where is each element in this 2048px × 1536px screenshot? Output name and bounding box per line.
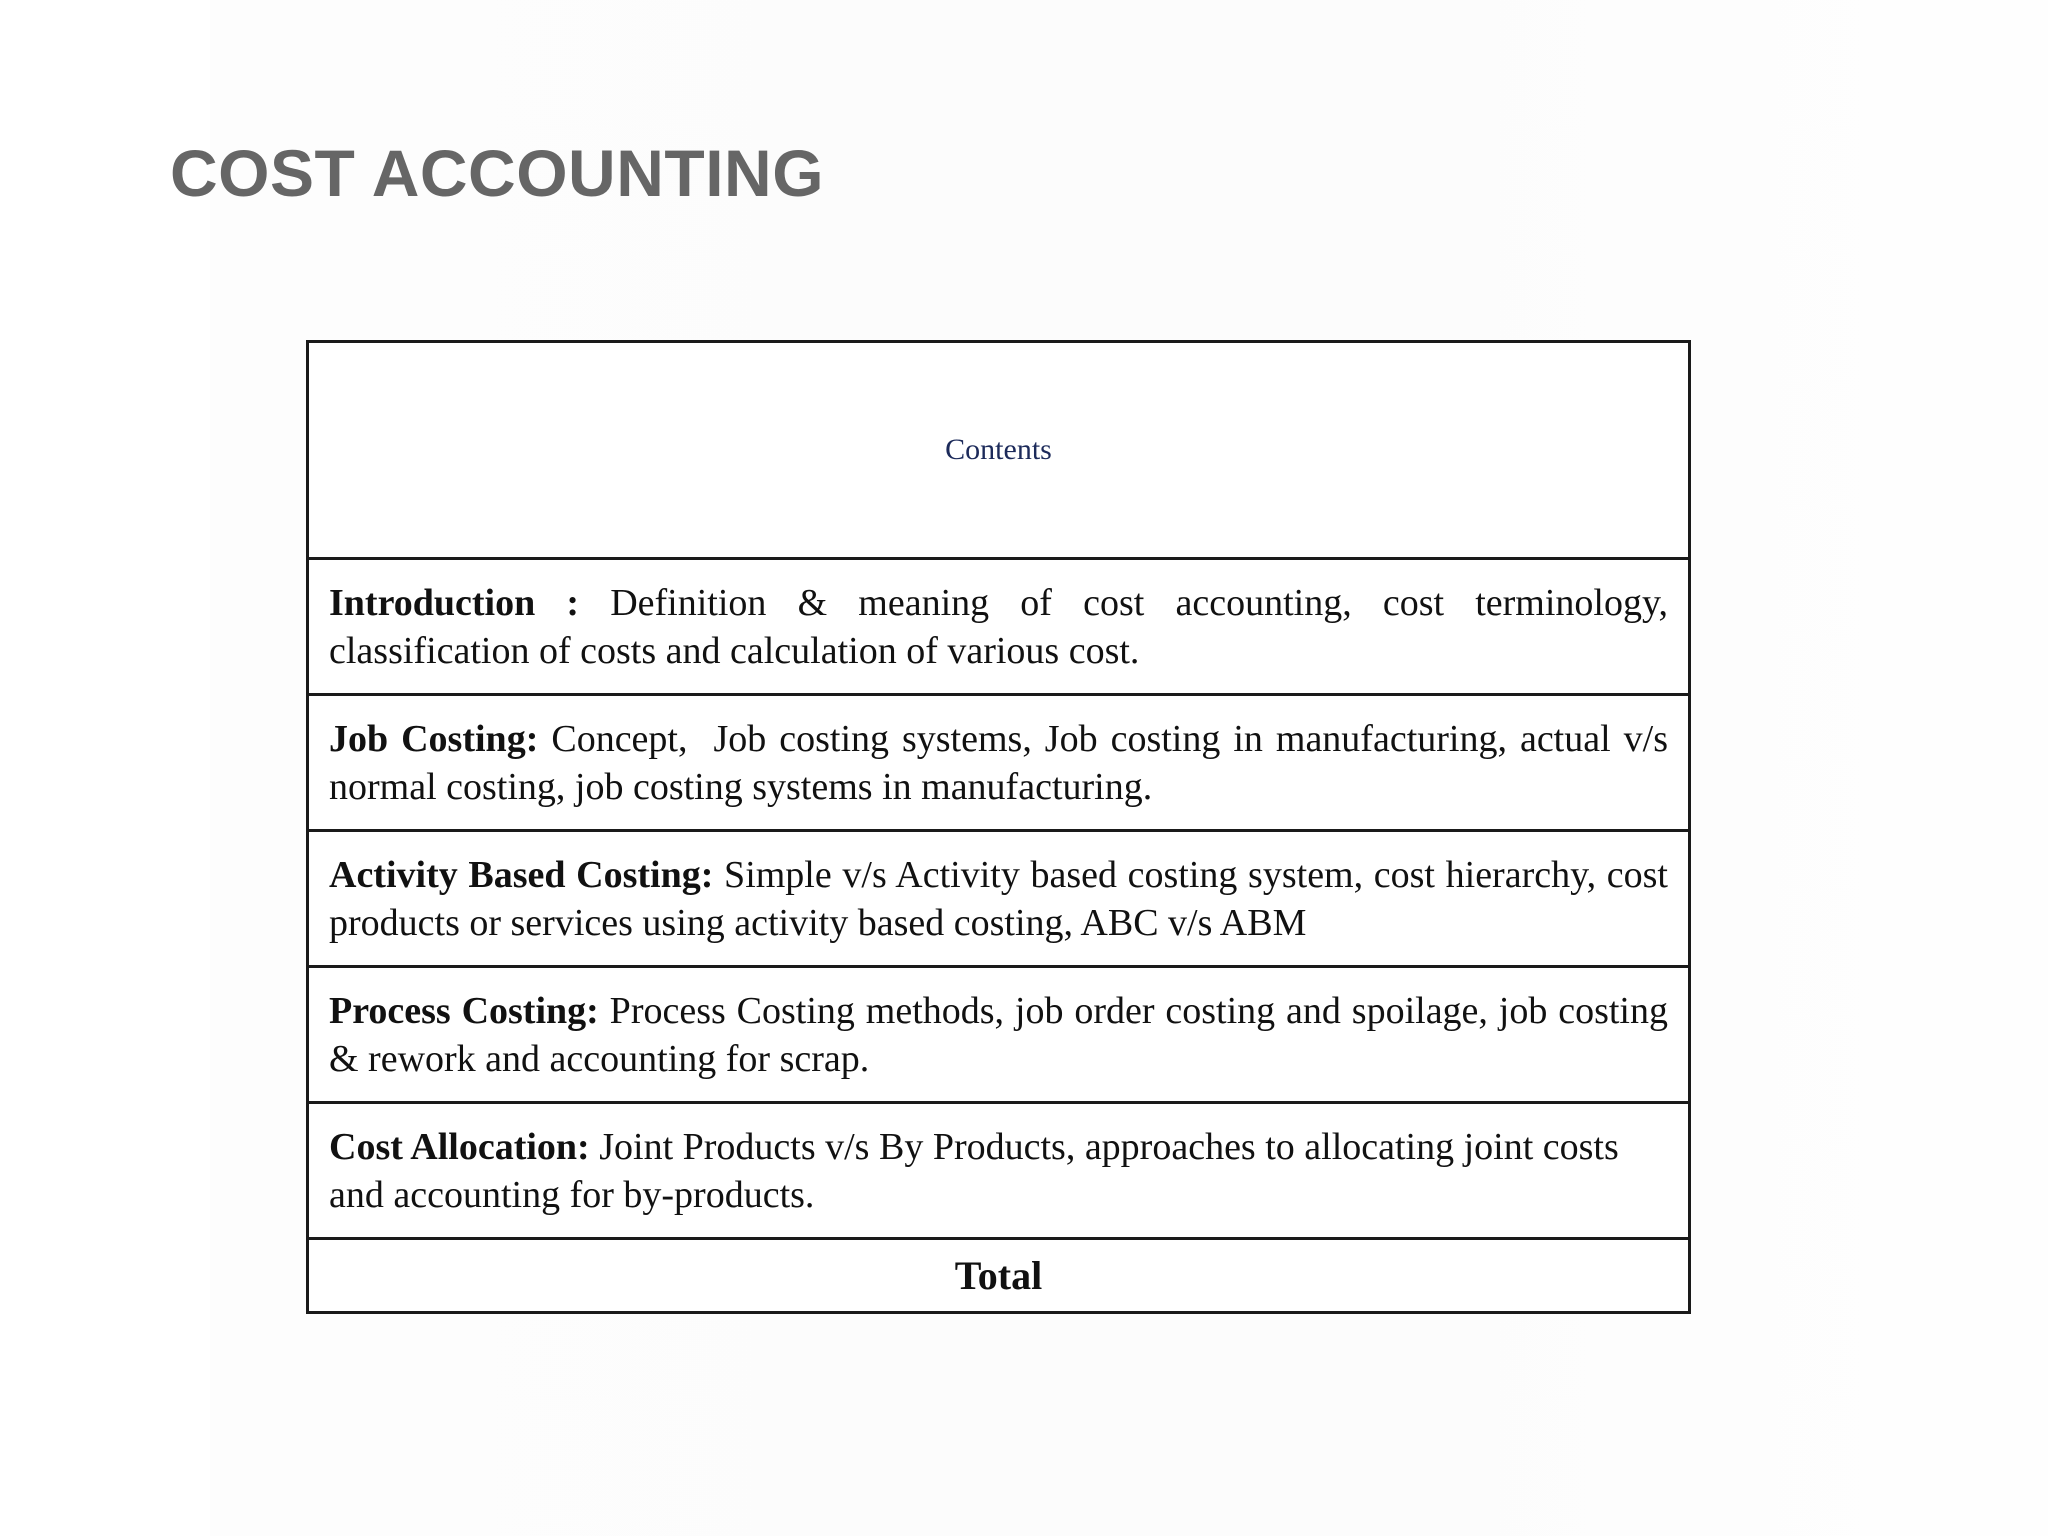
- slide-title: COST ACCOUNTING: [170, 136, 825, 210]
- table-row-cost-allocation: [308, 1103, 1690, 1239]
- table-cell: [308, 831, 1690, 967]
- table-header-row: [308, 342, 1690, 559]
- topic-description: Simple v/s Activity based costing system, cost hierarchy, cost products or services using activity based costing, ABC v/s ABM: [329, 853, 1668, 944]
- table-total-row: [308, 1239, 1690, 1313]
- table-row-activity-based-costing: [308, 831, 1690, 967]
- topic-description: Definition & meaning of cost accounting, cost terminology, classification of costs and calculation of various cost.: [329, 581, 1669, 672]
- table-header-cell: Contents: [308, 342, 1690, 559]
- topic-description: Concept, Job costing systems, Job costing in manufacturing, actual v/s normal costing, job costing systems in manufacturing.: [329, 717, 1678, 808]
- table-row-introduction: [308, 559, 1690, 695]
- topic-name: Introduction :: [329, 581, 580, 624]
- table-row-process-costing: [308, 967, 1690, 1103]
- contents-table: [306, 340, 1691, 1314]
- topic-name: Activity Based Costing:: [329, 853, 714, 896]
- topic-description: Process Costing methods, job order costing and spoilage, job costing & rework and accounting for scrap.: [329, 989, 1668, 1080]
- total-cell: Total: [308, 1239, 1690, 1313]
- topic-name: Process Costing:: [329, 989, 599, 1032]
- table-cell: [308, 559, 1690, 695]
- table-cell: [308, 967, 1690, 1103]
- table-row-job-costing: [308, 695, 1690, 831]
- topic-description: Joint Products v/s By Products, approaches to allocating joint costs and accounting for by-products.: [329, 1125, 1619, 1216]
- topic-name: Cost Allocation:: [329, 1125, 590, 1168]
- table-cell: [308, 1103, 1690, 1239]
- table-cell: [308, 695, 1690, 831]
- topic-name: Job Costing:: [329, 717, 539, 760]
